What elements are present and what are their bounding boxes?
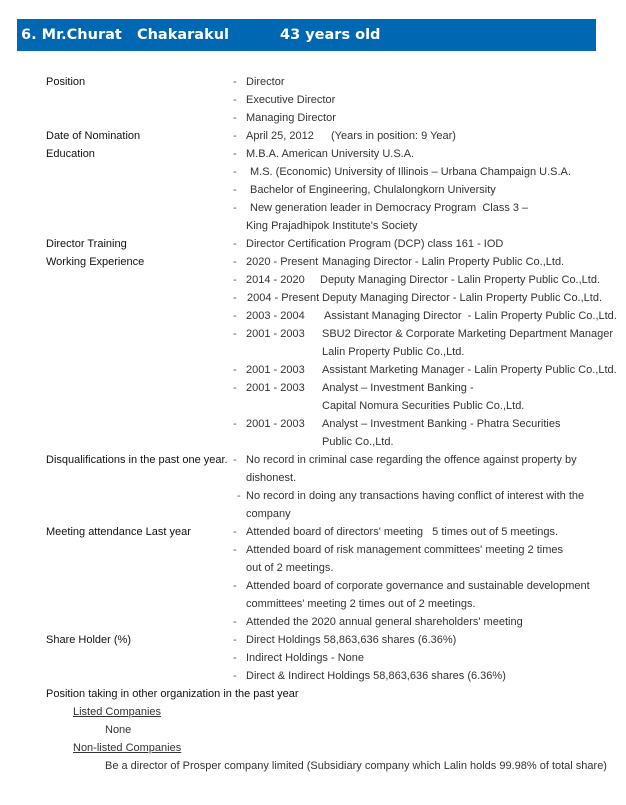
education-item: New generation leader in Democracy Program Class 3 – (250, 202, 529, 214)
bullet-dash: - (233, 238, 237, 250)
bullet-dash: - (233, 616, 237, 628)
experience-role: Analyst – Investment Banking - (322, 382, 474, 394)
experience-period: 2003 - 2004 (246, 310, 305, 322)
bullet-dash: - (233, 184, 237, 196)
nomination-label: Date of Nomination (46, 130, 141, 142)
shareholding-item: Indirect Holdings - None (246, 652, 365, 664)
nomination-date: April 25, 2012 (246, 130, 314, 142)
experience-role-continuation: Public Co.,Ltd. (322, 436, 394, 448)
director-age: 43 years old (280, 27, 381, 43)
profile-header-bar (17, 19, 596, 51)
bullet-dash: - (233, 256, 237, 268)
bullet-dash: - (233, 580, 237, 592)
nonlisted-companies-value: Be a director of Prosper company limited (Subsidiary company which Lalin holds 99.98% of total share) (105, 760, 607, 772)
bullet-dash: - (233, 94, 237, 106)
experience-role-continuation: Lalin Property Public Co.,Ltd. (322, 346, 465, 358)
education-item: Bachelor of Engineering, Chulalongkorn University (250, 184, 496, 196)
bullet-dash: - (233, 202, 237, 214)
listed-companies-heading: Listed Companies (73, 706, 162, 718)
bullet-dash: - (233, 652, 237, 664)
position-label: Position (46, 76, 86, 88)
shareholding-item: Direct & Indirect Holdings 58,863,636 shares (6.36%) (246, 670, 506, 682)
bullet-dash: - (233, 130, 237, 142)
training-item: Director Certification Program (DCP) class 161 - IOD (246, 238, 504, 250)
shareholding-item: Direct Holdings 58,863,636 shares (6.36%) (246, 634, 457, 646)
experience-period: 2001 - 2003 (246, 418, 305, 430)
bullet-dash: - (233, 418, 237, 430)
bullet-dash: - (233, 382, 237, 394)
disqualifications-label: Disqualifications in the past one year. (46, 454, 228, 466)
bullet-dash: - (233, 166, 237, 178)
education-item-continuation: King Prajadhipok Institute's Society (246, 220, 418, 232)
attendance-item: Attended the 2020 annual general shareholders' meeting (246, 616, 523, 628)
experience-role: Assistant Managing Director - Lalin Property Public Co.,Ltd. (324, 310, 617, 322)
attendance-item-continuation: out of 2 meetings. (246, 562, 334, 574)
shareholding-label: Share Holder (%) (46, 634, 131, 646)
experience-period: 2001 - 2003 (246, 364, 305, 376)
position-item: Executive Director (246, 94, 336, 106)
bullet-dash: - (233, 76, 237, 88)
experience-period: 2004 - Present (247, 292, 320, 304)
position-item: Managing Director (246, 112, 336, 124)
experience-label: Working Experience (46, 256, 145, 268)
bullet-dash: - (233, 310, 237, 322)
bullet-dash: - (233, 328, 237, 340)
bullet-dash: - (233, 634, 237, 646)
bullet-dash: - (233, 544, 237, 556)
education-label: Education (46, 148, 95, 160)
experience-period: 2001 - 2003 (246, 328, 305, 340)
experience-role: Assistant Marketing Manager - Lalin Property Public Co.,Ltd. (322, 364, 617, 376)
bullet-dash: - (233, 148, 237, 160)
bullet-dash: - (233, 670, 237, 682)
bullet-dash: - (233, 292, 237, 304)
disqualification-item: No record in doing any transactions having conflict of interest with the (246, 490, 585, 502)
experience-role: Analyst – Investment Banking - Phatra Securities (322, 418, 561, 430)
experience-period: 2020 - Present (246, 256, 319, 268)
disqualification-item-continuation: company (246, 508, 291, 520)
bullet-dash: - (233, 364, 237, 376)
training-label: Director Training (46, 238, 127, 250)
experience-period: 2001 - 2003 (246, 382, 305, 394)
other-positions-label: Position taking in other organization in the past year (46, 688, 299, 700)
attendance-label: Meeting attendance Last year (46, 526, 191, 538)
education-item: M.B.A. American University U.S.A. (246, 148, 415, 160)
experience-role: SBU2 Director & Corporate Marketing Department Manager (322, 328, 614, 340)
position-item: Director (246, 76, 285, 88)
nonlisted-companies-heading: Non-listed Companies (73, 742, 182, 754)
experience-role-continuation: Capital Nomura Securities Public Co.,Ltd. (322, 400, 525, 412)
attendance-item-continuation: committees' meeting 2 times out of 2 meetings. (246, 598, 476, 610)
years-in-position: (Years in position: 9 Year) (331, 130, 456, 142)
disqualification-item-continuation: dishonest. (246, 472, 297, 484)
attendance-item: Attended board of risk management committees' meeting 2 times (246, 544, 563, 556)
listed-companies-value: None (105, 724, 132, 736)
bullet-dash: - (233, 112, 237, 124)
attendance-item: Attended board of directors' meeting 5 times out of 5 meetings. (246, 526, 559, 538)
experience-role: Deputy Managing Director - Lalin Property Public Co.,Ltd. (320, 274, 601, 286)
experience-role: Deputy Managing Director - Lalin Property Public Co.,Ltd. (322, 292, 603, 304)
bullet-dash: - (237, 490, 241, 502)
bullet-dash: - (233, 526, 237, 538)
experience-period: 2014 - 2020 (246, 274, 305, 286)
disqualification-item: No record in criminal case regarding the offence against property by (246, 454, 577, 466)
education-item: M.S. (Economic) University of Illinois – Urbana Champaign U.S.A. (250, 166, 571, 178)
attendance-item: Attended board of corporate governance and sustainable development (246, 580, 590, 592)
director-name: 6. Mr.Churat Chakarakul (21, 27, 230, 43)
experience-role: Managing Director - Lalin Property Public Co.,Ltd. (322, 256, 565, 268)
bullet-dash: - (233, 274, 237, 286)
bullet-dash: - (233, 454, 237, 466)
